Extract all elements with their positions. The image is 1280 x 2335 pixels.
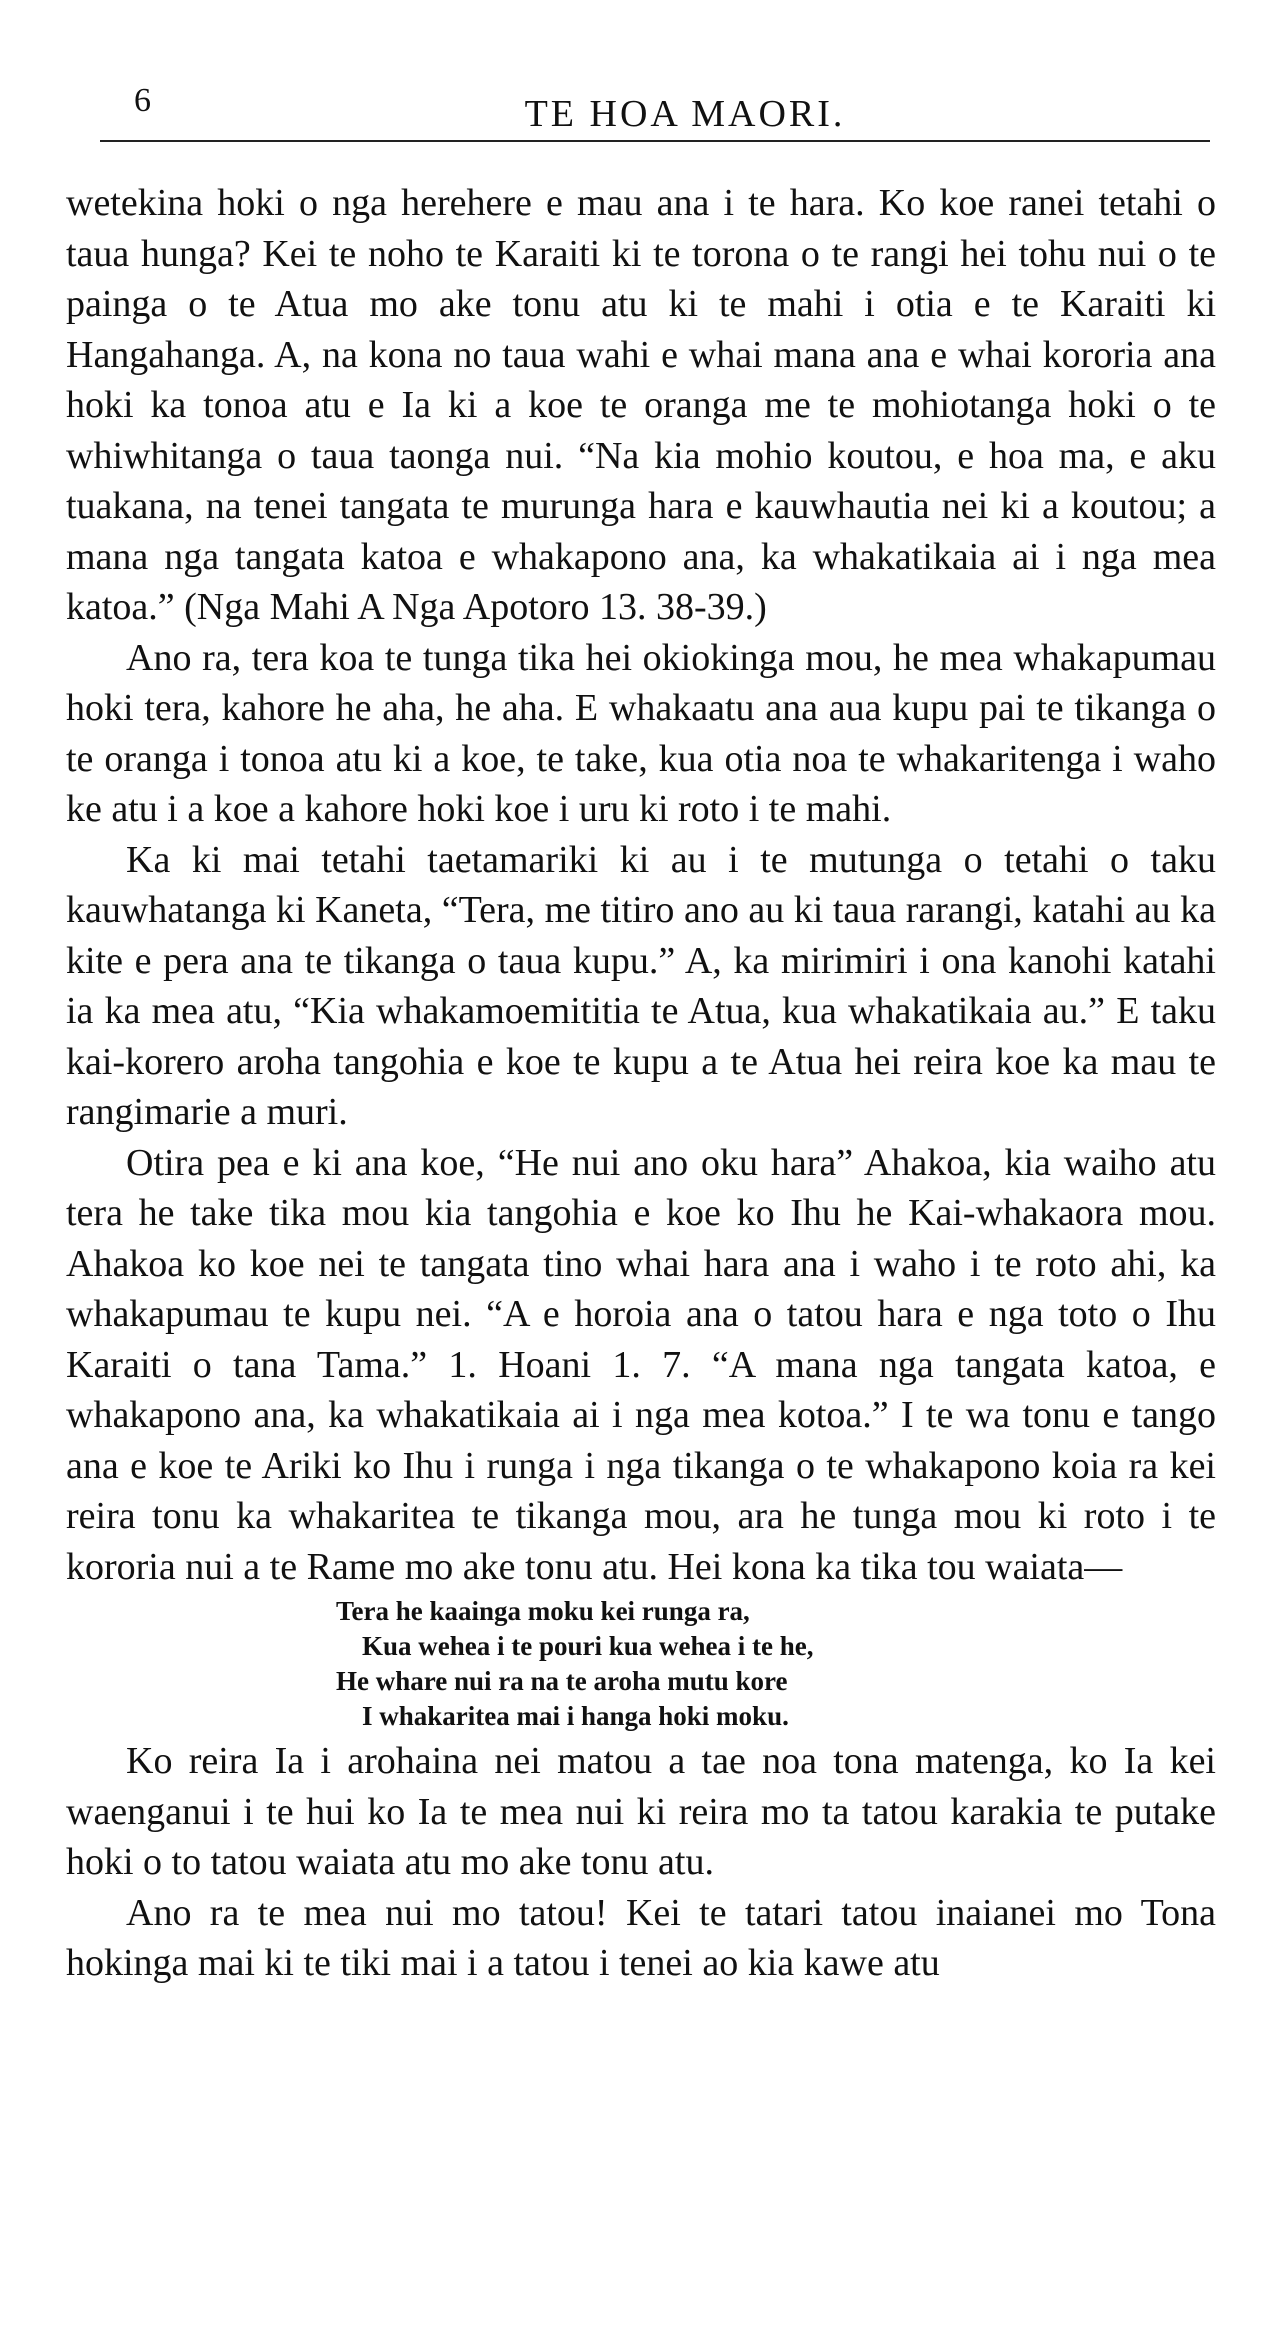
hymn-verse [66, 1594, 1216, 1734]
body-text [66, 178, 1216, 1989]
paragraph-2: Ano ra, tera koa te tunga tika hei okiokinga mou, he mea whakapumau hoki tera, kahore he aha, he aha. E whakaatu ana aua kupu pai te tikanga o te oranga i tonoa atu ki a koe, te take, kua otia noa te whakaritenga i waho ke atu i a koe a kahore hoki koe i uru ki roto i te mahi. [66, 636, 1216, 830]
paragraph-5: Ko reira Ia i arohaina nei matou a tae noa tona matenga, ko Ia kei waenganui i te hui ko Ia te mea nui ki reira mo ta tatou karakia te putake hoki o to tatou waiata atu mo ake tonu atu. [66, 1740, 1216, 1883]
verse-line-1: Tera he kaainga moku kei runga ra, [336, 1596, 750, 1626]
paragraph-1: wetekina hoki o nga herehere e mau ana i te hara. Ko koe ranei tetahi o taua hunga? Kei te noho te Karaiti ki te torona o te rangi hei tohu nui o te painga o te Atua mo ake tonu atu ki te mahi i otia e te Karaiti ki Hangahanga. A, na kona no taua wahi e whai mana ana e whai kororia ana hoki ka tonoa atu e Ia ki a koe te oranga me te mohiotanga hoki o te whiwhitanga o taua taonga nui. “Na kia mohio koutou, e hoa ma, e aku tuakana, na tenei tangata te murunga hara e kauwhautia nei ki a koutou; a mana nga tangata katoa e whakapono ana, ka whakatikaia ai i nga mea katoa.” (Nga Mahi A Nga Apotoro 13. 38-39.) [66, 182, 1216, 628]
header-rule [100, 140, 1210, 142]
page-header [100, 70, 1210, 140]
paragraph-4: Otira pea e ki ana koe, “He nui ano oku hara” Ahakoa, kia waiho atu tera he take tika mou kia tangohia e koe ko Ihu he Kai-whakaora mou. Ahakoa ko koe nei te tangata tino whai hara ana i waho i te roto ahi, ka whakapumau te kupu nei. “A e horoia ana o tatou hara e nga toto o Ihu Karaiti o tana Tama.” 1. Hoani 1. 7. “A mana nga tangata katoa, e whakapono ana, ka whakatikaia ai i nga mea kotoa.” I te wa tonu e tango ana e koe te Ariki ko Ihu i runga i nga tikanga o te whakapono koia ra kei reira tonu ka whakaritea te tikanga mou, ara he tunga mou ki roto i te kororia nui a te Rame mo ake tonu atu. Hei kona ka tika tou waiata— [66, 1141, 1216, 1588]
paragraph-3: Ka ki mai tetahi taetamariki ki au i te mutunga o tetahi o taku kauwhatanga ki Kaneta, “Tera, me titiro ano au ki taua rarangi, katahi au ka kite e pera ana te tikanga o taua kupu.” A, ka mirimiri i ona kanohi katahi ia ka mea atu, “Kia whakamoemititia te Atua, kua whakatikaia au.” E taku kai-korero aroha tangohia e koe te kupu a te Atua hei reira koe ka mau te rangimarie a muri. [66, 838, 1216, 1133]
paragraph-6: Ano ra te mea nui mo tatou! Kei te tatari tatou inaianei mo Tona hokinga mai ki te tiki mai i a tatou i tenei ao kia kawe atu [66, 1891, 1216, 1984]
verse-line-2: Kua wehea i te pouri kua wehea i te he, [362, 1631, 814, 1661]
running-title: TE HOA MAORI. [524, 93, 846, 135]
page-number: 6 [134, 82, 151, 119]
verse-line-3: He whare nui ra na te aroha mutu kore [336, 1666, 788, 1696]
verse-line-4: I whakaritea mai i hanga hoki moku. [362, 1701, 789, 1731]
